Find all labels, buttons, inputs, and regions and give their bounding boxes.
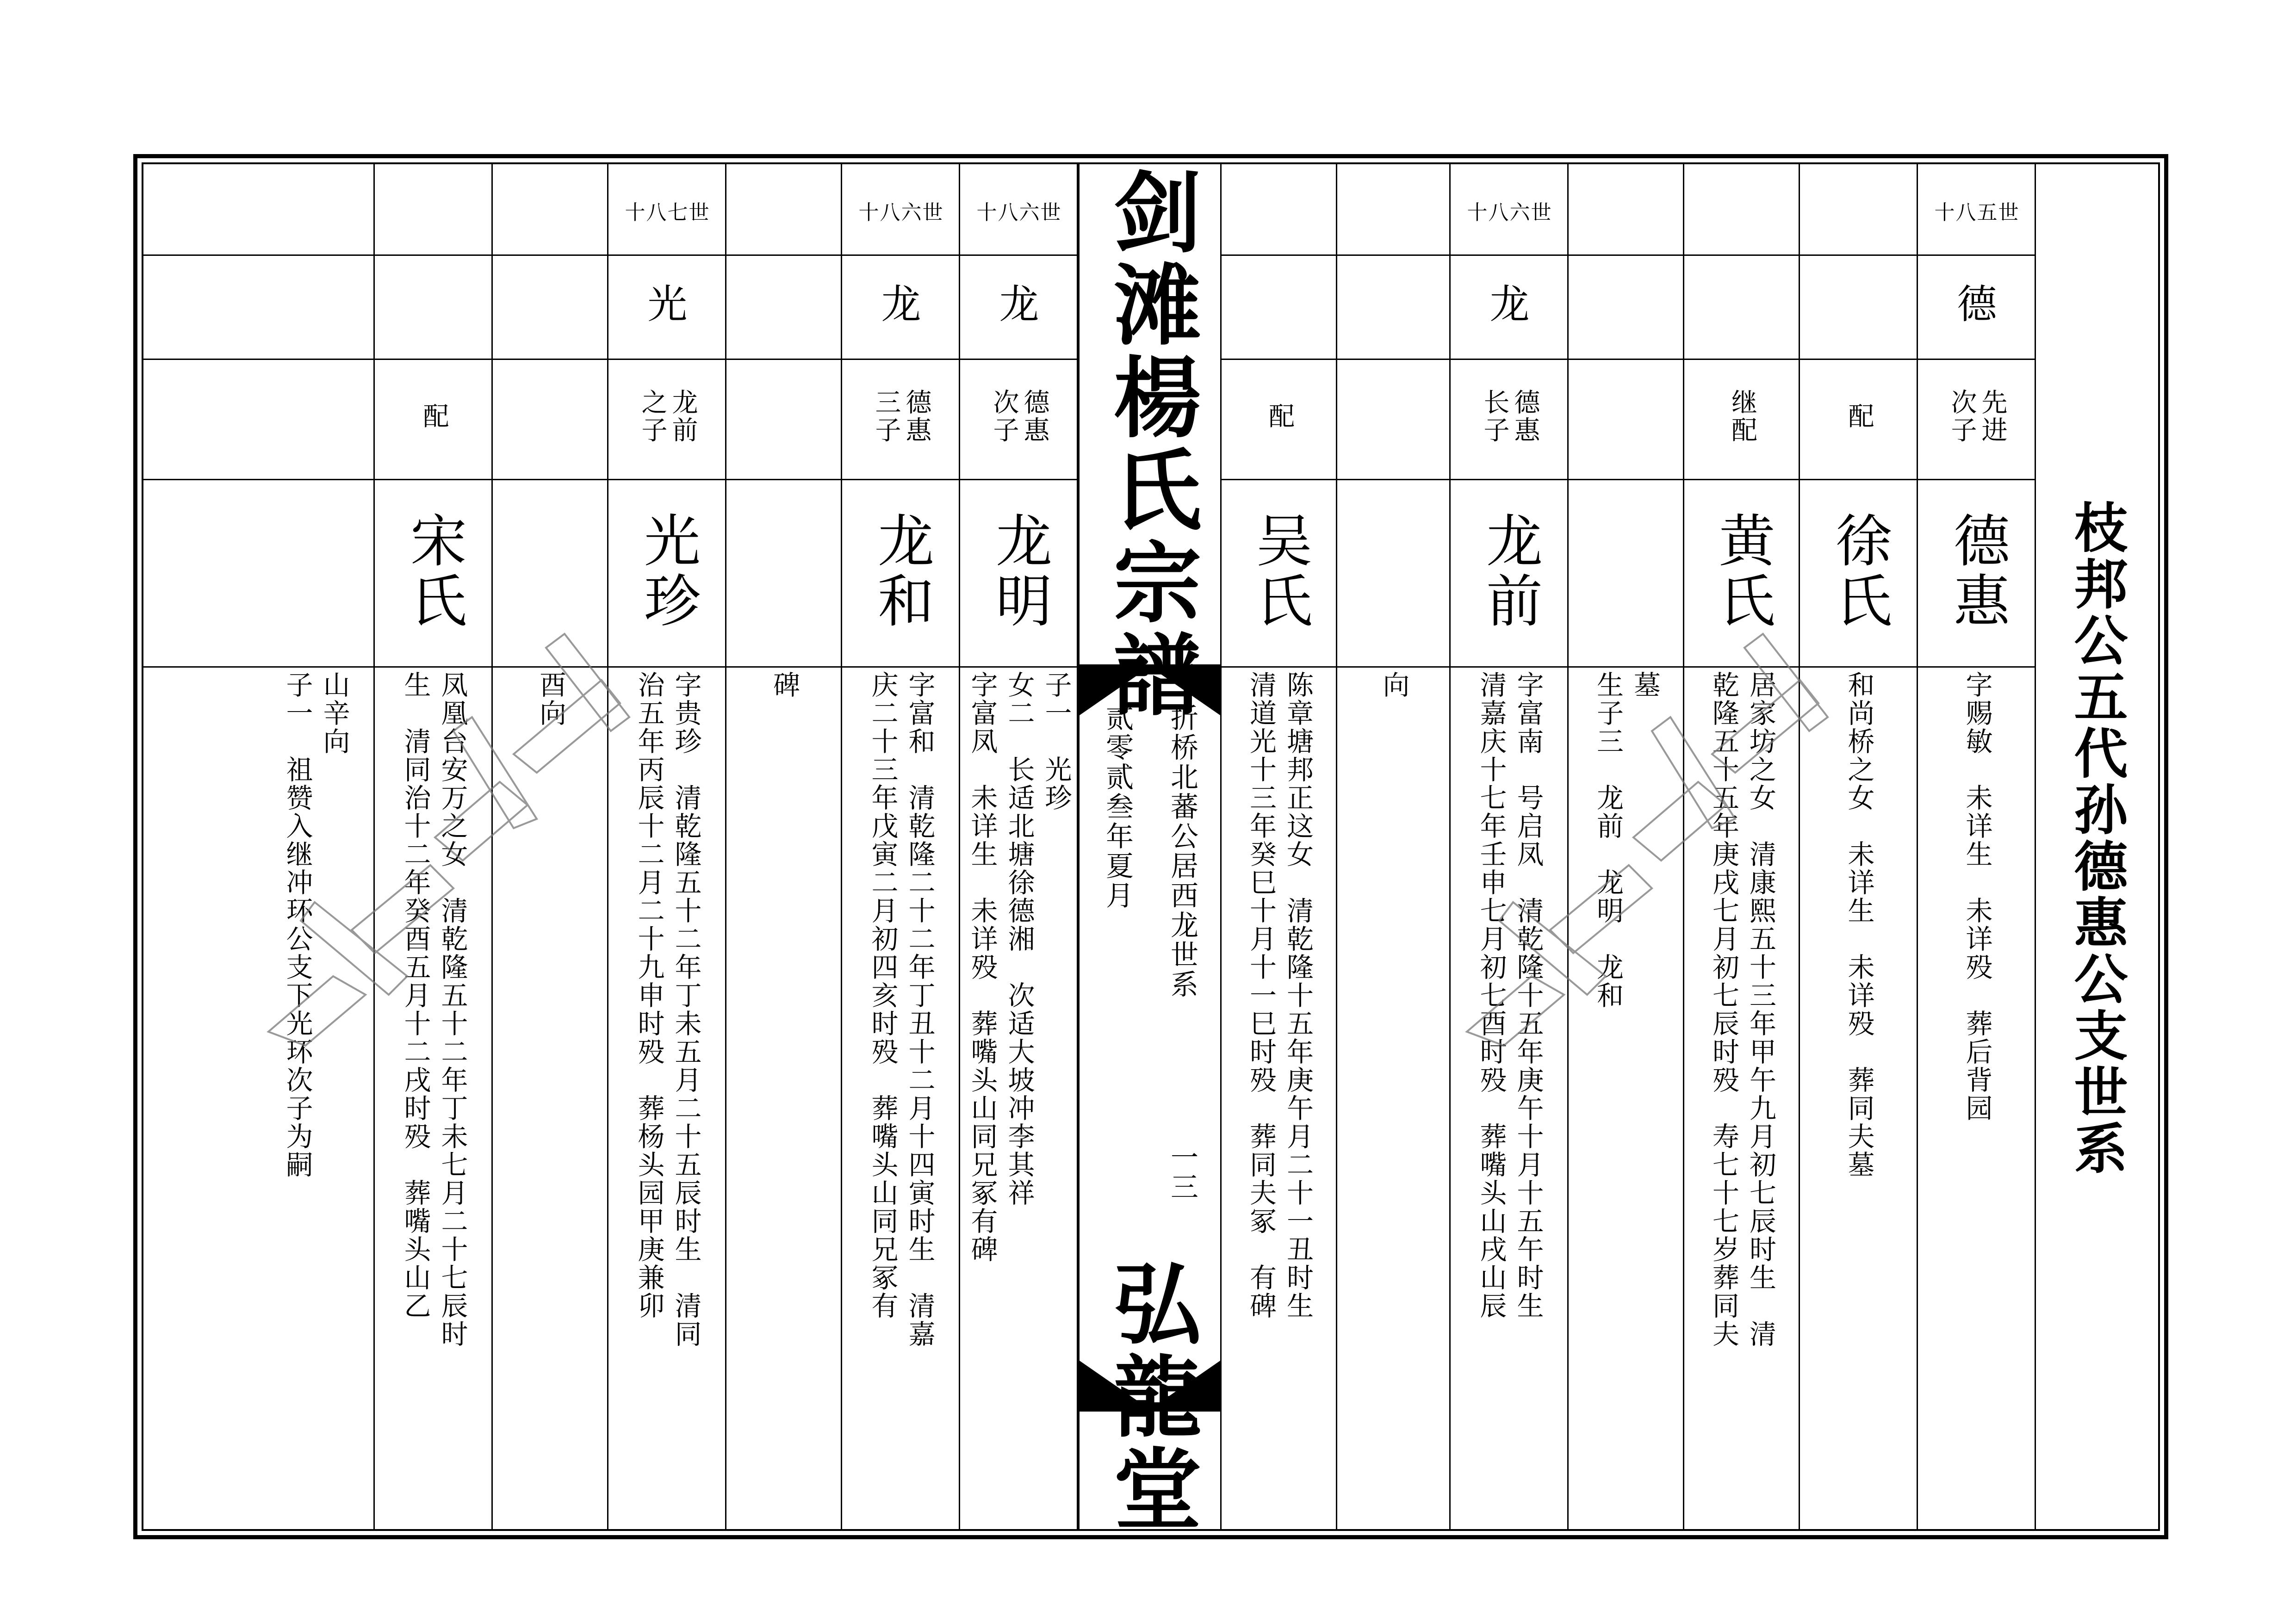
- relation-cell: [375, 370, 493, 463]
- person-name-text: 宋氏: [401, 511, 467, 632]
- side-title-text: 枝邦公五代孙德惠公支世系: [2065, 500, 2128, 1177]
- biography-cell: [496, 671, 606, 1527]
- person-name: [1451, 509, 1569, 634]
- relation-text: 之子: [637, 389, 668, 444]
- biography-line: 字富凤 未详生 未详殁 葬嘴头山同兄冢有碑: [966, 671, 998, 1264]
- generation-character: 德: [1957, 281, 1997, 328]
- biography-cell: [378, 671, 490, 1527]
- generation-character: [1800, 273, 1918, 328]
- generation-label: 十八五世: [1934, 201, 2020, 224]
- generation-character: [493, 273, 608, 328]
- relation-text: 龙前: [668, 389, 698, 444]
- relation-text: 次子: [989, 389, 1019, 444]
- biography-line: 子一 光珍: [1040, 671, 1072, 812]
- relation-cell: [1800, 370, 1918, 463]
- generation-label: [493, 194, 608, 227]
- relation-cell: [1337, 370, 1451, 463]
- biography-line: 字富南 号启凤 清乾隆十五年庚午十月十五午时生: [1512, 671, 1544, 1320]
- biography-line: 碑: [769, 671, 800, 699]
- side-title: [2059, 500, 2133, 1177]
- relation-cell: [608, 370, 726, 463]
- generation-character: [375, 273, 493, 328]
- relation-cell: [842, 370, 960, 463]
- relation-cell: [1918, 370, 2036, 463]
- person-name-text: 黄氏: [1709, 511, 1775, 632]
- biography-cell: [729, 671, 839, 1527]
- biography-line: 乾隆五十五年庚戌七月初七辰时殁 寿七十七岁葬同夫: [1708, 671, 1739, 1348]
- biography-line: 和尚桥之女 未详生 未详殁 葬同夫墓: [1843, 671, 1875, 1179]
- relation-text: 先进: [1977, 389, 2008, 444]
- generation-label: [1684, 194, 1800, 227]
- relation-text: 次子: [1947, 389, 1977, 444]
- biography-cell: [611, 671, 724, 1527]
- center-page-number: [1157, 1143, 1208, 1202]
- person-name: [842, 509, 960, 634]
- person-name: [1222, 509, 1337, 634]
- generation-character: [1337, 273, 1451, 328]
- biography-line: 字赐敏 未详生 未详殁 葬后背园: [1961, 671, 1993, 1122]
- relation-cell: [257, 370, 375, 463]
- biography-cell: [1921, 671, 2033, 1527]
- generation-character: [1222, 273, 1337, 328]
- person-name: [1684, 509, 1800, 634]
- relation-cell: [726, 370, 842, 463]
- relation-cell: [1222, 370, 1337, 463]
- biography-line: 酉向: [535, 671, 566, 727]
- center-page-number-text: 一三: [1166, 1143, 1198, 1202]
- biography-cell: [1571, 671, 1682, 1527]
- person-name: [1918, 509, 2036, 634]
- relation-text: 德惠: [1019, 389, 1050, 444]
- center-subtitle-right: [1157, 703, 1208, 999]
- person-name-text: 德惠: [1944, 511, 2010, 632]
- biography-cell: [1453, 671, 1566, 1527]
- biography-cell: [1340, 671, 1448, 1527]
- person-name-text: 光珍: [634, 511, 701, 632]
- relation-cell: [960, 370, 1078, 463]
- biography-line: 清道光十三年癸巳十月十一巳时殁 葬同夫冢 有碑: [1245, 671, 1277, 1320]
- relation-text: 三子: [871, 389, 901, 444]
- generation-label: 十八七世: [625, 201, 710, 224]
- relation-cell: [1451, 370, 1569, 463]
- person-name-text: 徐氏: [1826, 511, 1892, 632]
- person-name: [375, 509, 493, 634]
- generation-character: [1569, 273, 1684, 328]
- biography-line: 子一 祖赞入继冲环公支下光环次子为嗣: [281, 671, 313, 1179]
- generation-label: [1569, 194, 1684, 227]
- center-subtitle-right-text: 折桥北蕃公居西龙世系: [1166, 703, 1198, 999]
- generation-character: 光: [647, 281, 688, 328]
- center-top-title-text: 剑滩楊氏宗譜: [1099, 167, 1201, 722]
- relation-cell: [1569, 370, 1684, 463]
- generation-character: 龙: [999, 281, 1039, 328]
- relation-cell: [1684, 370, 1800, 463]
- relation-cell: [493, 370, 608, 463]
- relation-text: 长子: [1479, 389, 1510, 444]
- person-name: [1800, 509, 1918, 634]
- person-name: [1337, 509, 1451, 634]
- biography-line: 凤凰台安万之女 清乾隆五十二年丁未七月二十七辰时: [436, 671, 468, 1348]
- biography-cell: [963, 671, 1075, 1527]
- generation-label: [1337, 194, 1451, 227]
- generation-character: [257, 273, 375, 328]
- generation-label: [257, 194, 375, 227]
- biography-line: 山辛向: [318, 671, 350, 756]
- generation-label: [726, 194, 842, 227]
- biography-line: 向: [1378, 671, 1410, 699]
- generation-label: [1222, 194, 1337, 227]
- biography-cell: [845, 671, 957, 1527]
- center-subtitle-left-text: 贰零贰叁年夏月: [1101, 703, 1134, 911]
- biography-cell: [1803, 671, 1915, 1527]
- biography-cell: [1224, 671, 1334, 1527]
- generation-label: [375, 194, 493, 227]
- generation-character: 龙: [881, 281, 921, 328]
- biography-line: 女二 长适北塘徐德湘 次适大坡冲李其祥: [1003, 671, 1035, 1207]
- person-name-text: 吴氏: [1247, 511, 1312, 632]
- biography-cell: [1687, 671, 1797, 1527]
- relation-text: 德惠: [1510, 389, 1540, 444]
- relation-text: 德惠: [901, 389, 932, 444]
- person-name-text: 龙前: [1477, 511, 1543, 632]
- generation-character: [1684, 273, 1800, 328]
- person-name-text: 龙明: [986, 511, 1052, 632]
- generation-label: 十八六世: [858, 201, 944, 224]
- person-name-text: 龙和: [868, 511, 934, 632]
- person-name: [960, 509, 1078, 634]
- biography-line: 治五年丙辰十二月二十九申时殁 葬杨头园甲庚兼卯: [633, 671, 665, 1320]
- person-name: [608, 509, 726, 634]
- generation-label: 十八六世: [976, 201, 1062, 224]
- biography-line: 墓: [1629, 671, 1661, 699]
- person-name: [257, 509, 375, 634]
- relation-text: 配: [419, 403, 449, 430]
- center-subtitle-left: [1092, 703, 1143, 911]
- generation-label: [1800, 194, 1918, 227]
- biography-line: 字贵珍 清乾隆五十二年丁未五月二十五辰时生 清同: [670, 671, 702, 1348]
- biography-line: 清嘉庆十七年壬申七月初七酉时殁 葬嘴头山戌山辰: [1475, 671, 1507, 1320]
- relation-text: 配: [1265, 403, 1295, 430]
- biography-line: 字富和 清乾隆二十二年丁丑十二月十四寅时生 清嘉: [904, 671, 936, 1348]
- generation-label: 十八六世: [1467, 201, 1552, 224]
- biography-line: 陈章塘邦正这女 清乾隆十五年庚午月二十一丑时生: [1282, 671, 1314, 1320]
- biography-line: 庆二十三年戊寅二月初四亥时殁 葬嘴头山同兄冢有: [867, 671, 899, 1320]
- center-bottom-title-text: 弘龍堂: [1099, 1258, 1201, 1536]
- biography-cell: [260, 671, 372, 1527]
- biography-line: 生子三 龙前 龙明 龙和: [1592, 671, 1624, 1010]
- person-name: [493, 509, 608, 634]
- center-bottom-title: [1078, 1258, 1222, 1536]
- center-top-title: [1078, 167, 1222, 722]
- relation-text: 配: [1844, 403, 1874, 430]
- person-name: [1569, 509, 1684, 634]
- person-name: [726, 509, 842, 634]
- generation-character: 龙: [1489, 281, 1530, 328]
- biography-line: 生 清同治十二年癸酉五月十二戌时殁 葬嘴头山乙: [399, 671, 431, 1320]
- generation-character: [726, 273, 842, 328]
- relation-text: 继配: [1727, 389, 1757, 444]
- biography-line: 居家坊之女 清康熙五十三年甲午九月初七辰时生 清: [1745, 671, 1776, 1348]
